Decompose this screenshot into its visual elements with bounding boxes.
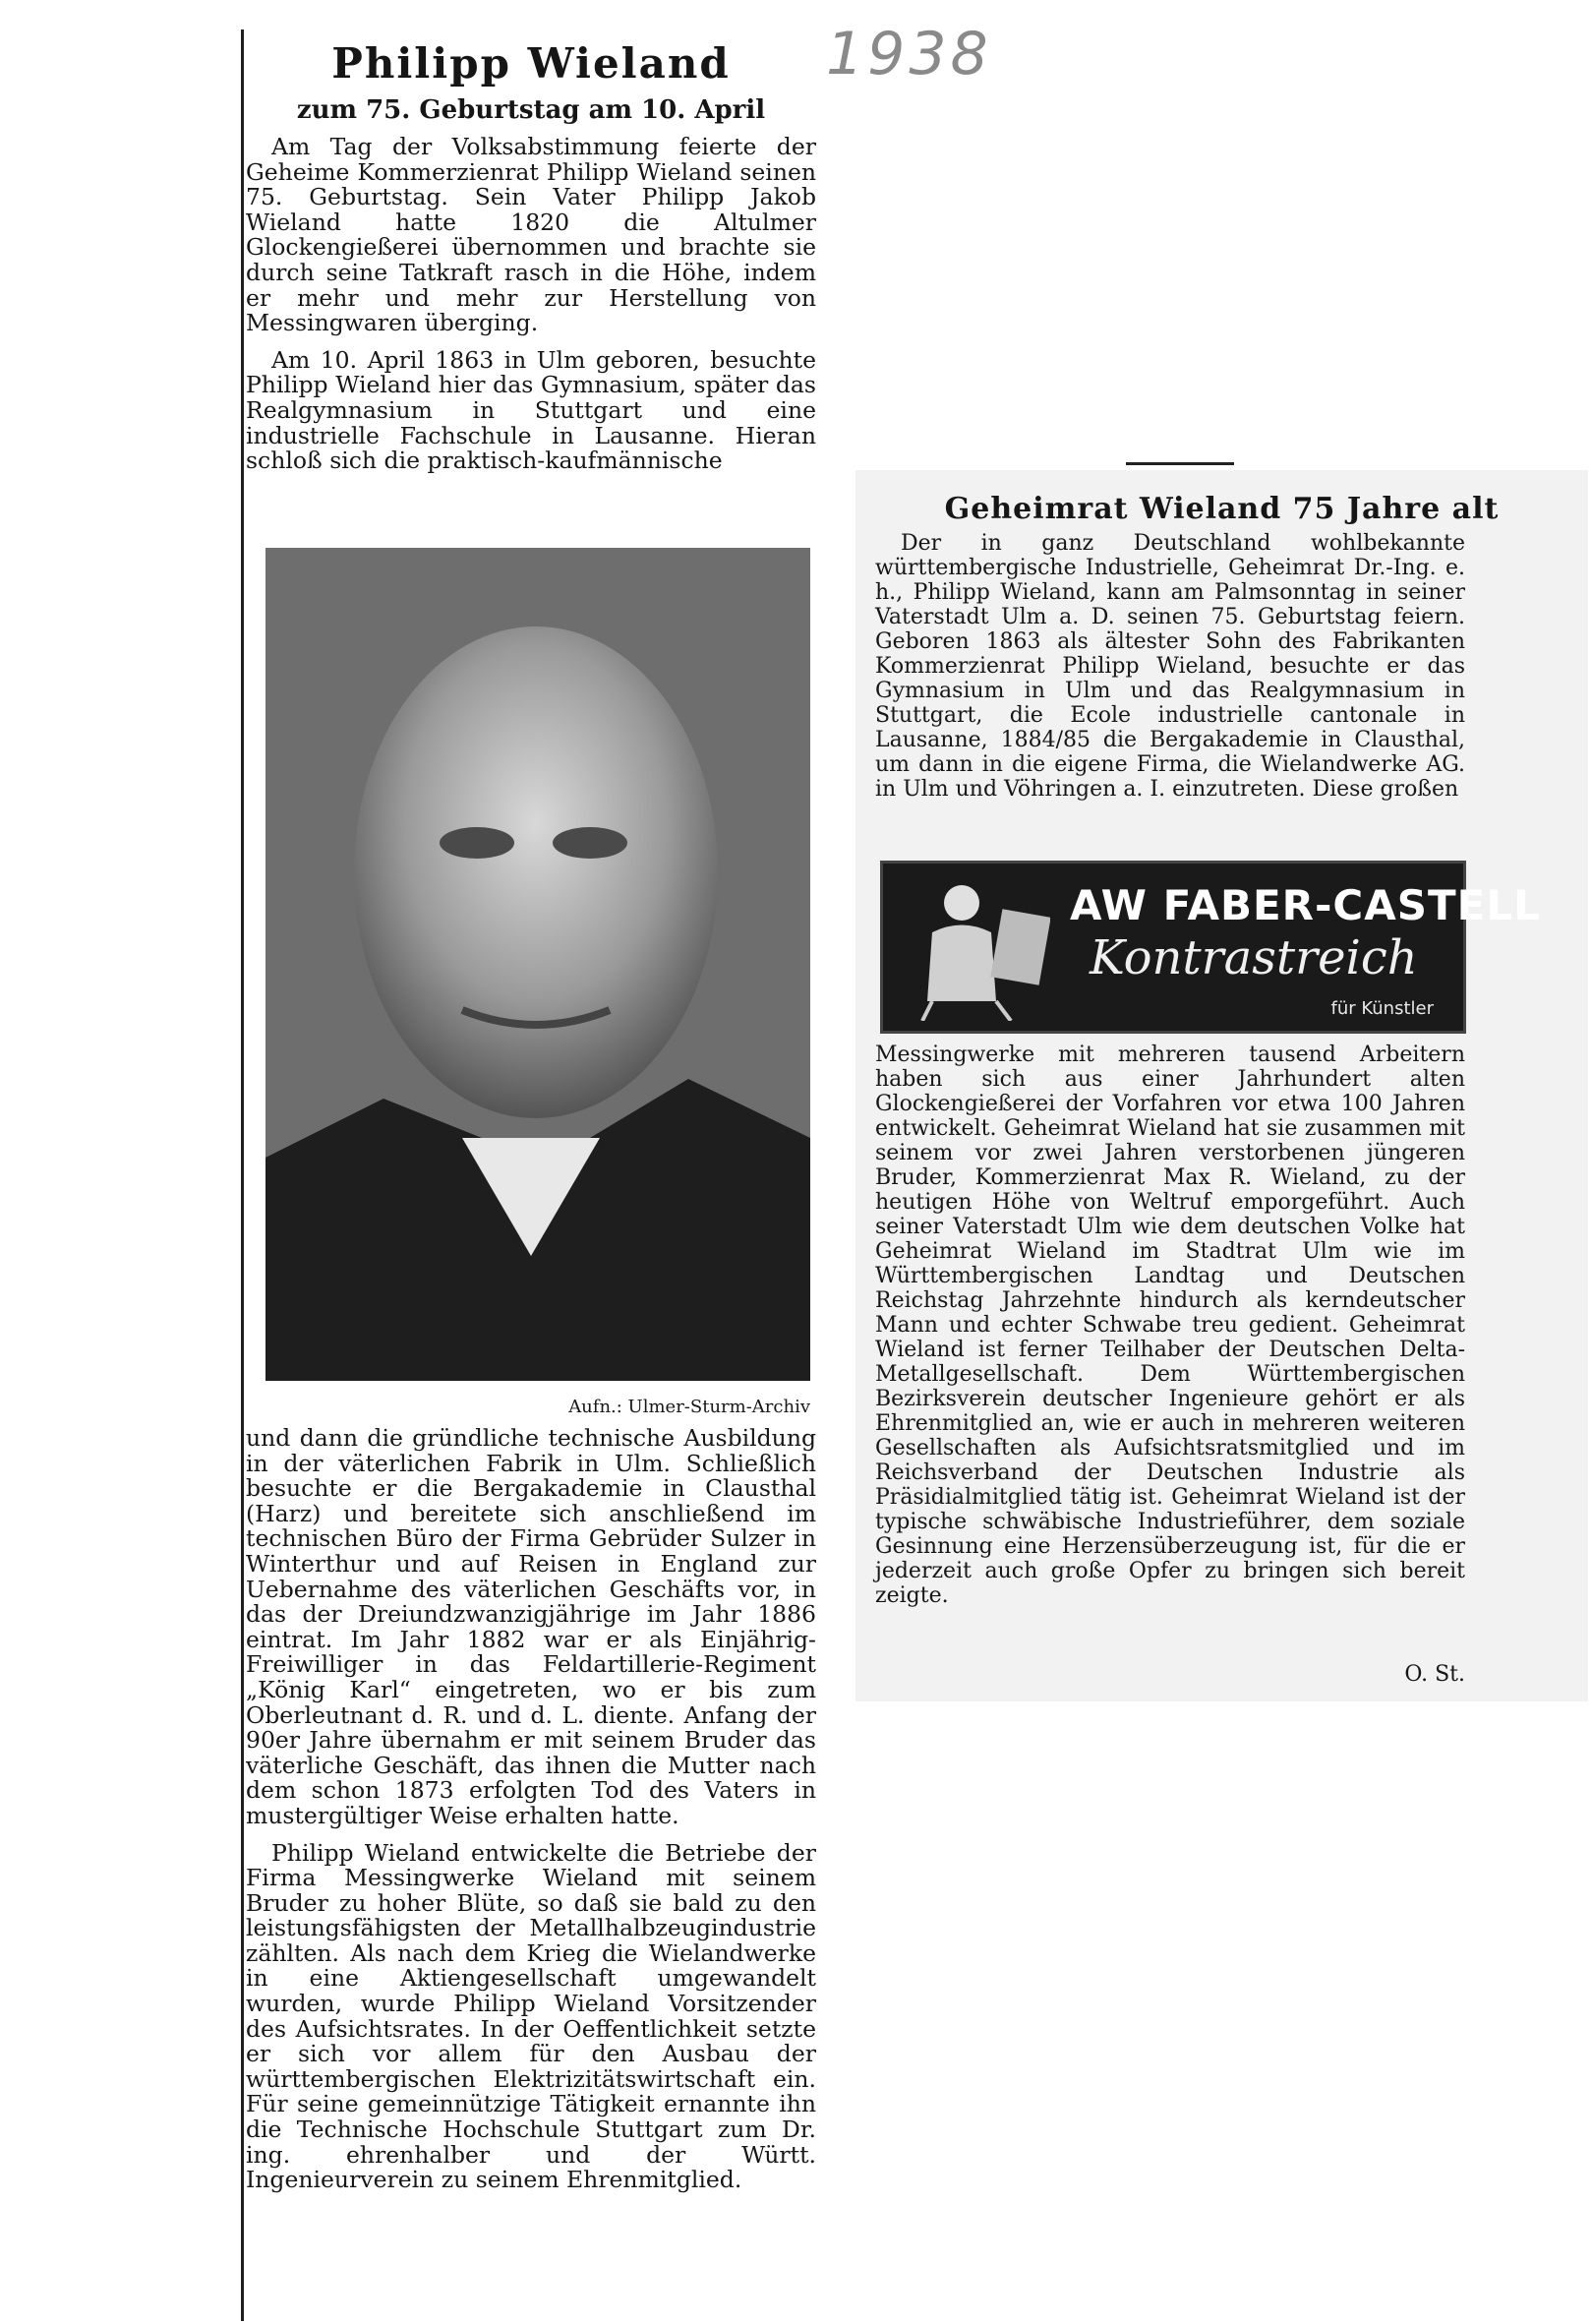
side-article-column-1: [875, 531, 1465, 802]
margin-rule: [241, 30, 244, 2321]
article-paragraph-2: Am 10. April 1863 in Ulm geboren, besuchte Philipp Wieland hier das Gymnasium, später das Realgymnasium in Stuttgart und eine industrielle Fachschule in Lausanne. Hieran schloß sich die praktisch-kaufmännische: [246, 345, 816, 475]
handwritten-year: 1938: [826, 20, 992, 89]
article-paragraph-4: Philipp Wieland entwickelte die Betriebe der Firma Messingwerke Wieland mit seinem Bruder zu hoher Blüte, so daß sie bald zu den leistungsfähigsten der Metallhalbzeugindustrie zählten. Als nach dem Krieg die Wielandwerke in eine Aktiengesellschaft umgewandelt wurden, wurde Philipp Wieland Vorsitzender des Aufsichtsrates. In der Oeffentlichkeit setzte er sich vor allem für den Ausbau der württembergischen Elektrizitätswirtschaft ein. Für seine gemeinnützige Tätigkeit ernannte ihn die Technische Hochschule Stuttgart zum Dr. ing. ehrenhalber und der Württ. Ingenieurverein zu seinem Ehrenmitglied.: [246, 1838, 816, 2194]
side-article-column-2: [875, 1043, 1465, 1608]
section-divider: [1126, 462, 1234, 465]
portrait-photo: [265, 548, 810, 1381]
side-article-paragraph-2: Messingwerke mit mehreren tausend Arbeitern haben sich aus einer Jahrhundert alten Glockengießerei der Vorfahren vor etwa 100 Jahren entwickelt. Geheimrat Wieland hat sie zusammen mit seinem vor zwei Jahren verstorbenen jüngeren Bruder, Kommerzienrat Max R. Wieland, zu der heutigen Höhe von Weltruf emporgeführt. Auch seiner Vaterstadt Ulm wie dem deutschen Volke hat Geheimrat Wieland im Stadtrat Ulm wie im Württembergischen Landtag und Deutschen Reichstag Jahrzehnte hindurch als kerndeutscher Mann und echter Schwabe treu gedient. Geheimrat Wieland ist ferner Teilhaber der Deutschen Delta-Metallgesellschaft. Dem Württembergischen Bezirksverein deutscher Ingenieure gehört er als Ehrenmitglied an, wie er auch in mehreren weiteren Gesellschaften als Aufsichtsratsmitglied und im Reichsverband der Deutschen Industrie als Präsidialmitglied tätig ist. Geheimrat Wieland ist der typische schwäbische Industrieführer, dem soziale Gesinnung eine Herzensüberzeugung ist, für die er jederzeit auch große Opfer zu bringen sich bereit zeigte.: [875, 1043, 1465, 1608]
main-article: [246, 39, 816, 474]
portrait-illustration: [265, 548, 810, 1381]
ad-brand: AW FABER-CASTELL: [1070, 881, 1541, 929]
article-subtitle: zum 75. Geburtstag am 10. April: [296, 95, 766, 125]
side-article-paragraph-1: Der in ganz Deutschland wohlbekannte württembergische Industrielle, Geheimrat Dr.-Ing. e. h., Philipp Wieland, kann am Palmsonntag in seiner Vaterstadt Ulm a. D. seinen 75. Geburtstag feiern. Geboren 1863 als ältester Sohn des Fabrikanten Kommerzienrat Philipp Wieland, besuchte er das Gymnasium in Ulm und das Realgymnasium in Stuttgart, die Ecole industrielle cantonale in Lausanne, 1884/85 die Bergakademie in Clausthal, um dann in die eigene Firma, die Wielandwerke AG. in Ulm und Vöhringen a. I. einzutreten. Diese großen: [875, 531, 1465, 802]
ad-tagline: für Künstler: [1330, 998, 1434, 1019]
article-paragraph-3: und dann die gründliche technische Ausbildung in der väterlichen Fabrik in Ulm. Schließlich besuchte er die Bergakademie in Clausthal (Harz) und bereitete sich anschließend im technischen Büro der Firma Gebrüder Sulzer in Winterthur und auf Reisen in England zur Uebernahme des väterlichen Geschäfts vor, in das der Dreiundzwanzigjährige im Jahr 1886 eintrat. Im Jahr 1882 war er als Einjährig-Freiwilliger in das Feldartillerie-Regiment „König Karl“ eingetreten, wo er bis zum Oberleutnant d. R. und d. L. diente. Anfang der 90er Jahre übernahm er mit seinem Bruder das väterliche Geschäft, das ihnen die Mutter nach dem schon 1873 erfolgten Tod des Vaters in mustergültiger Weise erhalten hatte.: [246, 1424, 816, 1829]
side-article-title: Geheimrat Wieland 75 Jahre alt: [944, 492, 1500, 526]
main-article-continued: [246, 1426, 816, 2193]
artist-figure-icon: [903, 873, 1050, 1021]
article-title: Philipp Wieland: [331, 39, 731, 88]
faber-castell-ad: [880, 861, 1541, 1034]
photo-credit: Aufn.: Ulmer-Sturm-Archiv: [568, 1397, 810, 1417]
side-article-signature: [875, 1662, 1465, 1687]
ad-product: Kontrastreich: [1090, 930, 1418, 985]
article-paragraph-1: Am Tag der Volksabstimmung feierte der Geheime Kommerzienrat Philipp Wieland seinen 75. Geburtstag. Sein Vater Philipp Jakob Wieland hatte 1820 die Altulmer Glockengießerei übernommen und brachte sie durch seine Tatkraft rasch in die Höhe, indem er mehr und mehr zur Herstellung von Messingwaren überging.: [246, 133, 816, 337]
side-article-author: O. St.: [1404, 1662, 1465, 1687]
